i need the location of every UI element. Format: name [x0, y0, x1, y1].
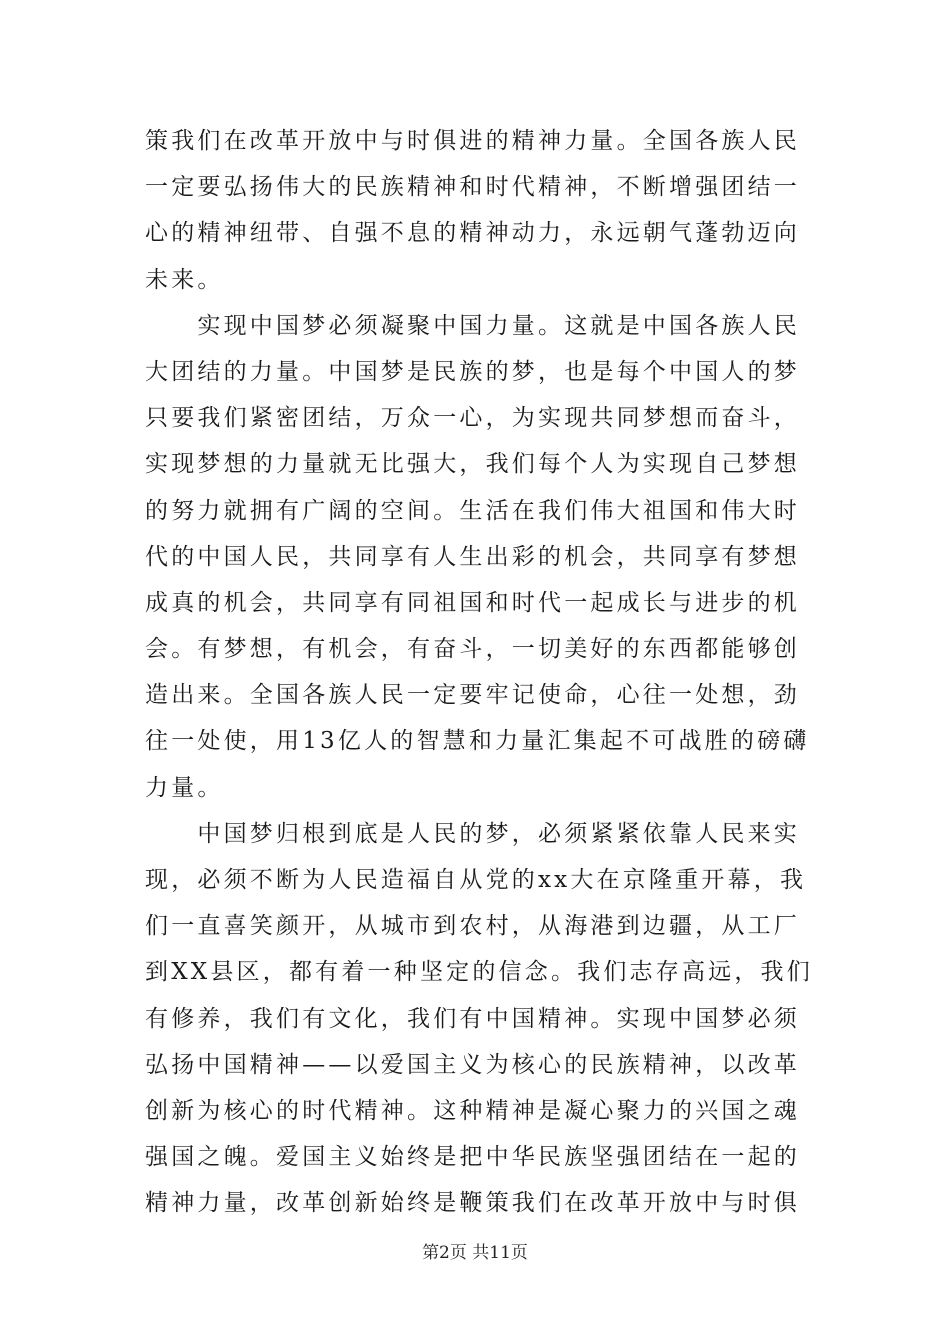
text-line: 大团结的力量。中国梦是民族的梦，也是每个中国人的梦 — [145, 358, 800, 385]
text-line: 精神力量，改革创新始终是鞭策我们在改革开放中与时俱 — [145, 1190, 800, 1217]
text-line: 力量。 — [145, 774, 224, 801]
text-line: 策我们在改革开放中与时俱进的精神力量。全国各族人民 — [145, 128, 800, 154]
text-line: 只要我们紧密团结，万众一心，为实现共同梦想而奋斗， — [145, 405, 800, 432]
paragraph-start-line: 中国梦归根到底是人民的梦，必须紧紧依靠人民来实 — [145, 820, 800, 847]
text-line: 会。有梦想，有机会，有奋斗，一切美好的东西都能够创 — [145, 636, 800, 663]
paragraph-start-line: 实现中国梦必须凝聚中国力量。这就是中国各族人民 — [145, 312, 800, 339]
text-line: 一定要弘扬伟大的民族精神和时代精神，不断增强团结一 — [145, 174, 800, 201]
text-line: 创新为核心的时代精神。这种精神是凝心聚力的兴国之魂 — [145, 1097, 800, 1124]
page-number-footer: 第2页 共11页 — [422, 1243, 528, 1263]
text-line: 们一直喜笑颜开，从城市到农村，从海港到边疆，从工厂 — [145, 913, 800, 940]
text-line: 的努力就拥有广阔的空间。生活在我们伟大祖国和伟大时 — [145, 497, 800, 524]
text-line: 强国之魄。爱国主义始终是把中华民族坚强团结在一起的 — [145, 1144, 800, 1171]
text-line: 弘扬中国精神——以爱国主义为核心的民族精神，以改革 — [145, 1051, 800, 1078]
text-line: 代的中国人民，共同享有人生出彩的机会，共同享有梦想 — [145, 543, 800, 570]
text-line: 造出来。全国各族人民一定要牢记使命，心往一处想，劲 — [145, 682, 800, 709]
text-line: 有修养，我们有文化，我们有中国精神。实现中国梦必须 — [145, 1005, 800, 1032]
body-text — [145, 118, 813, 1227]
text-line: 往一处使，用13亿人的智慧和力量汇集起不可战胜的磅礴 — [145, 728, 810, 755]
text-line: 心的精神纽带、自强不息的精神动力，永远朝气蓬勃迈向 — [145, 220, 800, 247]
text-line: 成真的机会，共同享有同祖国和时代一起成长与进步的机 — [145, 589, 800, 616]
text-line: 实现梦想的力量就无比强大，我们每个人为实现自己梦想 — [145, 451, 800, 478]
text-line: 未来。 — [145, 266, 224, 293]
text-line: 现，必须不断为人民造福自从党的xx大在京隆重开幕，我 — [145, 867, 807, 893]
text-line: 到XX县区，都有着一种坚定的信念。我们志存高远，我们 — [145, 959, 813, 986]
